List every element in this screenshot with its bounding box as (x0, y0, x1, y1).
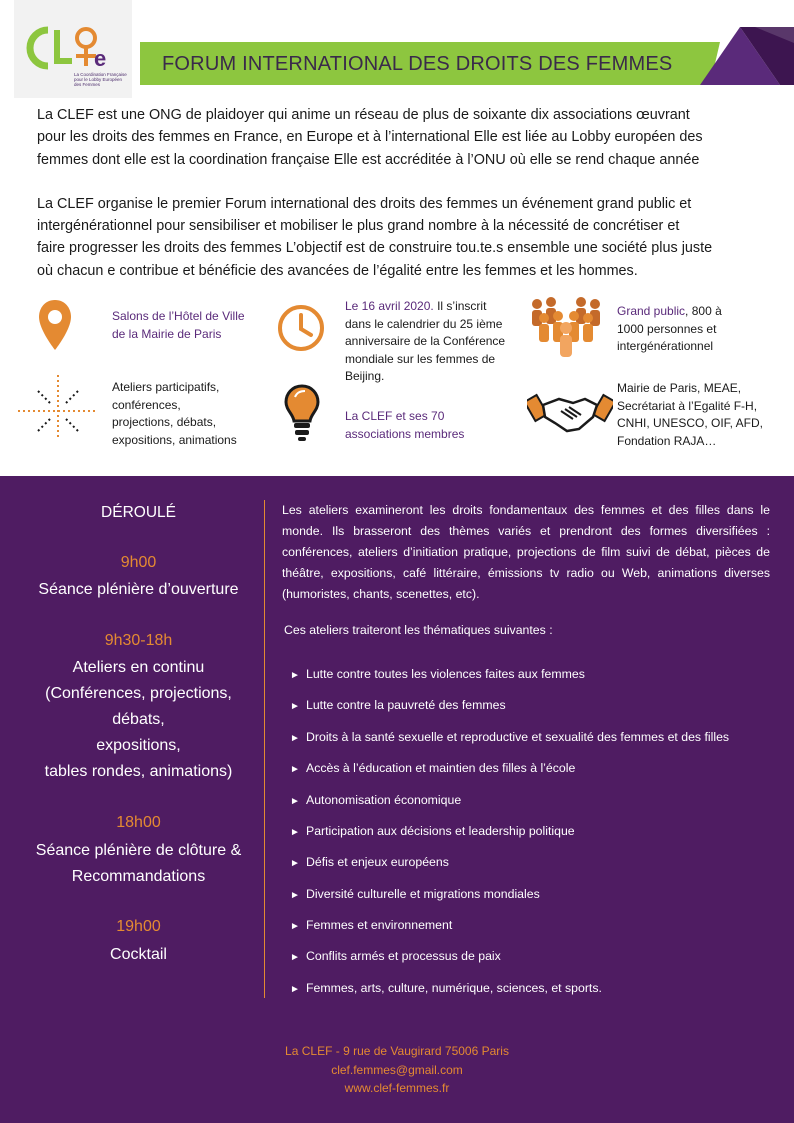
logo-tagline: La Coordination Française pour le Lobby Européen des Femmes (74, 72, 127, 87)
info-lieu: Salons de l’Hôtel de Ville de la Mairie de Paris (112, 309, 245, 341)
theme-item: ► Participation aux décisions et leadership politique (290, 824, 575, 838)
desc-9h30: Ateliers en continu (Conférences, projections, débats, expositions, tables rondes, animations) (44, 659, 233, 780)
footer-email[interactable]: clef.femmes@gmail.com (331, 1062, 463, 1077)
handshake-icon (527, 389, 613, 437)
theme-item: ► Droits à la santé sexuelle et reproductive et sexualité des femmes et des filles (290, 730, 730, 744)
theme-item: ► Diversité culturelle et migrations mondiales (290, 887, 540, 901)
crowd-icon (527, 296, 605, 358)
time-9h30: 9h30-18h (104, 632, 173, 649)
theme-item: ► Conflits armés et processus de paix (290, 949, 501, 963)
footer-website[interactable]: www.clef-femmes.fr (344, 1081, 450, 1095)
page-title: FORUM INTERNATIONAL DES DROITS DES FEMMES (162, 53, 673, 75)
ateliers-intro: Les ateliers examineront les droits fondamentaux des femmes et des filles dans le monde. Ils brasseront des thèmes variés et prendront des formes diversifiées : conférences, ateliers d’initiation pratique, projections de film suivi de débat, pièces de théâtre, expositions, café littéraire, émissions tv radio ou Web, animations diverses (humoristes, chants, scenettes, etc). (282, 503, 770, 601)
clock-icon (276, 303, 326, 353)
theme-item: ► Lutte contre toutes les violences faites aux femmes (290, 667, 585, 681)
top-section (0, 0, 794, 476)
clef-logo-mark (20, 22, 130, 72)
sparkle-icon (16, 373, 100, 441)
theme-item: ► Lutte contre la pauvreté des femmes (290, 698, 506, 712)
svg-text:e: e (94, 46, 107, 71)
info-associations: La CLEF et ses 70 associations membres (345, 409, 465, 441)
time-9h00: 9h00 (120, 554, 157, 571)
footer-address: La CLEF - 9 rue de Vaugirard 75006 Paris (285, 1044, 509, 1058)
desc-9h00: Séance plénière d’ouverture (38, 581, 239, 598)
clef-logo (14, 0, 132, 98)
desc-18h00: Séance plénière de clôture & Recommandations (35, 842, 242, 885)
info-partenaires: Mairie de Paris, MEAE, Secrétariat à l’Egalité F-H, CNHI, UNESCO, OIF, AFD, Fondation RAJA… (617, 381, 764, 448)
footer-contact (0, 1042, 794, 1098)
ateliers-subtitle: Ces ateliers traiteront les thématiques suivantes : (284, 623, 553, 637)
time-19h00: 19h00 (116, 918, 161, 935)
location-pin-icon (37, 298, 73, 352)
info-public: Grand public, 800 à 1000 personnes et intergénérationnel (617, 304, 722, 353)
column-divider (264, 500, 265, 998)
theme-item: ► Accès à l’éducation et maintien des filles à l’école (290, 761, 576, 775)
desc-19h00: Cocktail (110, 946, 167, 963)
ateliers-column (282, 500, 770, 995)
info-formats: Ateliers participatifs, conférences, projections, débats, expositions, animations (112, 380, 237, 447)
theme-item: ► Femmes, arts, culture, numérique, sciences, et sports. (290, 981, 602, 995)
lightbulb-icon (283, 383, 321, 443)
info-date: Le 16 avril 2020. Il s’inscrit dans le calendrier du 25 ième anniversaire de la Conférence mondiale sur les femmes de Beijing. (345, 299, 506, 383)
programme-title: DÉROULÉ (101, 504, 176, 521)
time-18h00: 18h00 (116, 814, 161, 831)
intro-paragraph-2: La CLEF organise le premier Forum international des droits des femmes un événement grand public et intergénérationnel pour sensibiliser et mobiliser le plus grand nombre à la nécessité de concrétiser et faire progresser les droits des femmes L’objectif est de construire tou.te.s ensemble une société plus juste où chacun e contribue et bénéficie des avancées de l’égalité entre les femmes et les hommes. (37, 195, 713, 279)
programme-section (0, 476, 794, 1123)
intro-paragraph-1: La CLEF est une ONG de plaidoyer qui anime un réseau de plus de soixante dix associations œuvrant pour les droits des femmes en France, en Europe et à l’international Elle est liée au Lobby européen des femmes dont elle est la coordination française Elle est accréditée à l’ONU où elle se rend chaque année (37, 107, 703, 168)
intro-text (37, 104, 757, 304)
theme-item: ► Défis et enjeux européens (290, 855, 449, 869)
theme-item: ► Femmes et environnement (290, 918, 453, 932)
theme-item: ► Autonomisation économique (290, 793, 462, 807)
